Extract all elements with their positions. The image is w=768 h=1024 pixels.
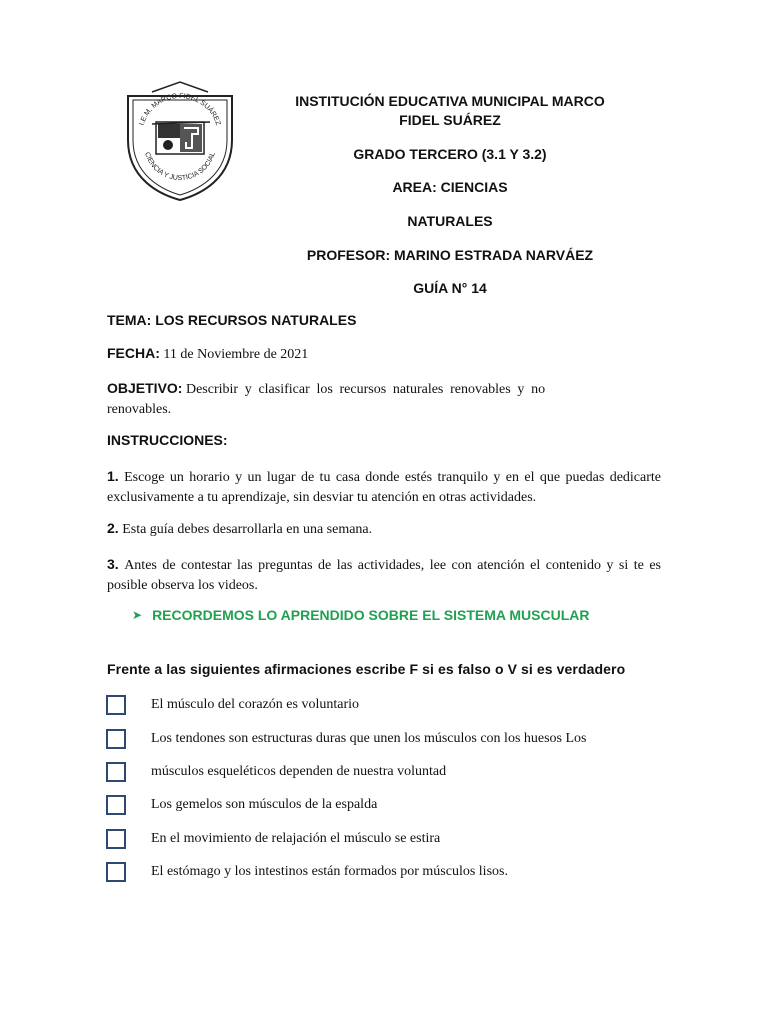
instructions-title: INSTRUCCIONES: bbox=[107, 432, 228, 448]
svg-text:I.E.M. MARCO FIDEL SUÁREZ: I.E.M. MARCO FIDEL SUÁREZ bbox=[138, 92, 222, 127]
statement-text: El músculo del corazón es voluntario bbox=[151, 697, 359, 712]
instruction-number: 2. bbox=[107, 520, 119, 536]
svg-text:CIENCIA Y JUSTICIA SOCIAL: CIENCIA Y JUSTICIA SOCIAL bbox=[143, 151, 217, 183]
area-title-line2: NATURALES bbox=[407, 213, 493, 229]
answer-checkbox[interactable] bbox=[106, 762, 126, 782]
instruction-number: 3. bbox=[107, 556, 119, 572]
statement-text: Los tendones son estructuras duras que unen los músculos con los huesos Los bbox=[151, 731, 587, 746]
guide-number: GUÍA N° 14 bbox=[413, 280, 487, 296]
answer-checkbox[interactable] bbox=[106, 795, 126, 815]
area-title: AREA: CIENCIAS bbox=[392, 179, 508, 195]
teacher-name: PROFESOR: MARINO ESTRADA NARVÁEZ bbox=[306, 247, 594, 263]
question-prompt: Frente a las siguientes afirmaciones escribe F si es falso o V si es verdadero bbox=[107, 661, 626, 677]
instruction-text: Esta guía debes desarrollarla en una semana. bbox=[122, 522, 373, 537]
instruction-text: Antes de contestar las preguntas de las actividades, lee con atención el contenido y si te es posible observa los videos. bbox=[107, 558, 662, 593]
instruction-item bbox=[107, 466, 661, 508]
school-crest-logo bbox=[122, 78, 238, 202]
objective-label: OBJETIVO: bbox=[107, 380, 183, 396]
statement-text: músculos esqueléticos dependen de nuestra voluntad bbox=[151, 764, 447, 779]
answer-checkbox[interactable] bbox=[106, 729, 126, 749]
true-false-item bbox=[106, 758, 666, 786]
true-false-item bbox=[106, 825, 666, 853]
true-false-item bbox=[106, 858, 666, 886]
statement-text: El estómago y los intestinos están formados por músculos lisos. bbox=[151, 864, 508, 879]
date-value: 11 de Noviembre de 2021 bbox=[163, 347, 309, 362]
answer-checkbox[interactable] bbox=[106, 829, 126, 849]
answer-checkbox[interactable] bbox=[106, 695, 126, 715]
date-label: FECHA: bbox=[107, 345, 160, 361]
instruction-item bbox=[107, 520, 661, 538]
instruction-text: Escoge un horario y un lugar de tu casa donde estés tranquilo y en el que puedas dedicarte exclusivamente a tu aprendizaje, sin desviar tu atención en otras actividades. bbox=[107, 470, 662, 505]
institution-name-line2: FIDEL SUÁREZ bbox=[399, 112, 501, 128]
true-false-item bbox=[106, 691, 666, 719]
section-heading-text: RECORDEMOS LO APRENDIDO SOBRE EL SISTEMA MUSCULAR bbox=[152, 607, 590, 623]
true-false-item bbox=[106, 725, 666, 753]
section-heading bbox=[132, 607, 589, 623]
objective-text-line2: renovables. bbox=[107, 402, 172, 417]
statement-text: Los gemelos son músculos de la espalda bbox=[151, 797, 378, 812]
topic-title: TEMA: LOS RECURSOS NATURALES bbox=[107, 312, 357, 328]
institution-name-line1: INSTITUCIÓN EDUCATIVA MUNICIPAL MARCO bbox=[295, 93, 605, 109]
arrowhead-bullet-icon: ➤ bbox=[132, 608, 143, 622]
true-false-item bbox=[106, 791, 666, 819]
objective bbox=[107, 378, 661, 420]
instruction-item bbox=[107, 554, 661, 596]
instruction-number: 1. bbox=[107, 468, 119, 484]
objective-text-line1: Describir y clasificar los recursos naturales renovables y no bbox=[185, 382, 546, 397]
grade-title: GRADO TERCERO (3.1 Y 3.2) bbox=[353, 146, 547, 162]
statement-text: En el movimiento de relajación el músculo se estira bbox=[151, 831, 441, 846]
answer-checkbox[interactable] bbox=[106, 862, 126, 882]
date-line bbox=[107, 345, 661, 363]
